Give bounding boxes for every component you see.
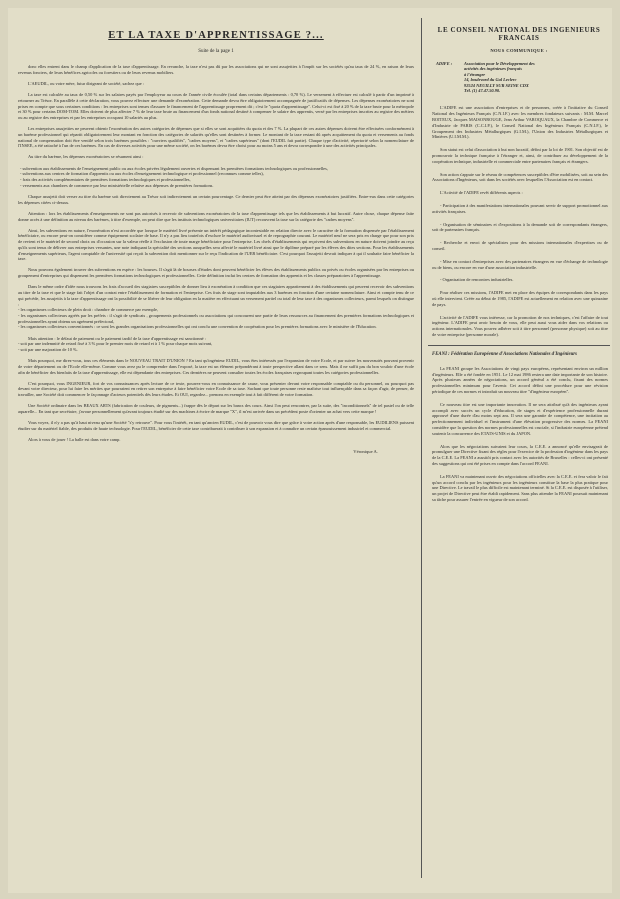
sidebar-paragraph: Pour réaliser ces missions, l'ADIFE met en place des équipes de correspondants dans les pays où elle intervient. Créée au début de 1985, l'ADIFE est actuellement en relation avec une quinzaine de pays. [432, 290, 608, 307]
article-paragraph: Mais attention : le défaut de paiement ou le paiement tardif de la taxe d'apprentissage est sanctionné : - soit par une indemnité de retard fixé à 3 % pour le premier mois de retard et à 1 % pour chaque mois suivant, - soit par une majoration de 10 %. [18, 335, 213, 352]
adife-line: activités des ingénieurs français [464, 66, 522, 72]
sidebar-paragraph: - Mise en contact d'entreprises avec des partenaires étrangers en vue d'échange de technologie ou de biens, ou encore en vue d'une association industrielle. [432, 258, 608, 270]
sidebar-paragraph: Son statut est celui d'association à but non lucratif, défini par la loi de 1901. Son objectif est de promouvoir la technique française à l'étranger et, ainsi, de contribuer au développement de la coopération technique, industrielle et commerciale entre partenaires français et étrangers. [432, 147, 608, 164]
article-paragraph: Vous voyez, il n'y a pas qu'à haut niveau qu'une Société "s'y retrouve". Pour vous l'intérêt, en tant qu'ancien EUDIL, c'est de pouvoir vous dire que grâce à votre action après d'une responsable, les EUDILIENS puissent étudier sur du matériel fiable, des produits de haute technologie. Pour l'EUDIL, bénéficier de cette taxe contribuerait à contribuer à son expansion et à connaître un certain épanouissement industriel et commercial. [18, 420, 414, 431]
article-paragraph: L'AEUDIL, ou votre mère, futur dirigeant de société, sachez que : [28, 80, 145, 86]
article-paragraph: La taxe est calculée au taux de 0,50 % sur les salaires payés par l'employeur au cours de l'année civile écoulée (total dans certains départements : 0,70 %). Le versement à effectuer est calculé à partir d'un imprimé à retourner au Trésor. En parallèle à cette déclaration, vous pouvez effectuer une demande d'exonération. Cette demande devra être obligatoirement accompagnée de justificatifs de dépenses. Les dépenses exonératoires ne sont prises en compte que sous certaines conditions : les entreprises sont tenues d'assurer le financement de l'apprentissage proprement dit ; c'est le "quota d'apprentissage". Celui-ci est fixé à 20 % de la taxe brute pour la métropole et 30 % pour certains DOM-TOM. Elles doivent de plus affecter 7 % de leur taxe brute au financement d'un fonds national destiné à compenser le salaire des apprentis, versé par les entreprises inscrites au registre des métiers ou au registre des entreprises et par les entreprises occupant 10 salariés au plus. [18, 92, 414, 120]
feani-section [428, 345, 610, 503]
sidebar-column [428, 16, 610, 888]
article-paragraph: Chaque assujetti doit verser au titre du barème soit directement au Trésor soit indirectement un certain pourcentage. Ce dernier peut être atteint par des dépenses exonératoires justifiées. Entre-eux dans cette catégories les dépenses citées ci-dessus. [18, 193, 414, 205]
adife-line: Association pour le Développement des [464, 61, 535, 66]
column-divider [421, 18, 422, 878]
article-paragraph: Les entreprises assujetties ne peuvent obtenir l'exonération des autres catégories de dépenses que si elles se sont acquittées du quota et des 7 %. La plupart de ces autres dépenses doivent être effectuées conformément à un barème professionnel qui répartit obligatoirement leur montant en fonction des catégories de salariés qu'elles sont destinées à former. Le montant de la taxe restant dû après acquittement du quota et versements au fonds national de compensation doit être ventilé selon trois barèmes possibles : "ouvriers qualifiés", "cadres moyens", et "cadres supérieurs" (dont l'EUDIL fait partie). Chaque type d'activité, répertorié selon la nomenclature de l'INSEE, a été rattaché à l'un de ces barèmes. En cas de diverses activités pour une même société, on les barèmes devra être choisi pour au moins 5 ans et devra correspondre à une des activités principales. [18, 126, 414, 149]
article-title: ET LA TAXE D'APPRENTISSAGE ?... [108, 30, 324, 41]
adife-line: 14, boulevard du Gal Leclerc [464, 77, 517, 83]
article-paragraph: C'est pourquoi, vous INGENIEUR, fort de vos connaissances après lecture de ce texte, pourrez-vous en connaissance de cause, vous présenter devant votre responsable comptable ou du personnel, ou pourquoi pas devant votre directeur, pour lui faire les mérites que pourraient en retirer son entreprise à faire bénéficier votre Ecole de sa taxe. Sachant que toute personne reste maîtrise tout influençable dans sa façon d'agir, de penser, de travailler, une Société doit commencer le façonnage d'acteurs potentiels dès leurs études. Et OUI, regardez... prenons en exemple tout à fait différent de votre formation. [18, 380, 414, 398]
adife-line: Tél. (1) 47.47.50.90. [464, 88, 501, 94]
adife-label: ADIFE : [436, 61, 453, 66]
article-paragraph: Ainsi, les subventions en nature, l'exonération n'est accordée que lorsque le matériel livré présente un intérêt pédagogique incontestable en relation directe avec le caractère de la formation dispensée par l'établissement bénéficiaire, ou encore peut-on considérer comme équipement scolaire de base. Il n'y a pas lieu toutefois d'exclure le matériel audiovisuel et de reprographie courant. Le matériel neuf ne sera pris en charge que pour son prix de revient et le matériel de second choix ou d'occasion sur la valeur réelle à l'exclusion de toute marge bénéficiaire pour l'entreprise. Les chefs d'établissements qui reçoivent des subventions en nature doivent joindre au reçu qu'ils sont tenus de délivrer aux entreprises versantes, une note indiquant la spécialité des sections auxquelles sera affecté le matériel livré ainsi que le diplôme préparé par les élèves des dites sections. Pour les établissements d'enseignements supérieurs, l'agent comptable de l'université qui reçoit la subvention doit mentionner sur le reçu l'indication de l'UER bénéficiaire. C'est pourquoi l'assujetti devrait indiquer à qui il souhaite faire bénéficier la taxe. [18, 227, 414, 262]
sidebar-paragraph: L'Activité de l'ADIFE revêt différents aspects : [440, 190, 523, 196]
sidebar-paragraph: - Organisation de séminaires et d'expositions à la demande soit de correspondants étrangers, soit de partenaires français. [432, 221, 608, 233]
article-continuation-note: Suite de la page 1 [198, 49, 234, 54]
article-column [14, 16, 418, 888]
sidebar-paragraph: - Recherche et envoi de spécialistes pour des missions internationales d'expertises ou de conseil. [432, 240, 608, 251]
article-paragraph: Au titre du barème, les dépenses exonératoires se résument ainsi : [28, 154, 144, 160]
article-paragraph: Attention : lors les établissements d'enseignements ne sont pas autorisés à recevoir de subventions exonératoires de la taxe d'apprentissage tels que les établissements à but lucratif. Autre chose, chaque dépense faite donne accès à une définition au niveau des barèmes, à titre d'exemple, on peut dire que les instituts technologiques universitaires (IUT) recouvrent la taxe sur la catégorie des "cadres moyens". [18, 210, 414, 222]
sidebar-title: LE CONSEIL NATIONAL DES INGENIEURS FRANCAIS [437, 26, 601, 42]
article-paragraph: Dans le même ordre d'idée nous trouvons les frais d'accueil des stagiaires susceptibles de donner lieu à exonération à condition que ces stagiaires appartiennent à des établissements qui peuvent recevoir des subventions au titre de la taxe et que le stage fait l'objet d'un contrat entre l'établissement de formation et l'entreprise. Ces frais de stage sont imputables aux 3 barèmes en fonction d'une certaine nomenclature. Ainsi et compte tenu de ce qui précède, les assujettis à la taxe d'apprentissage ont la possibilité de se libérer de leur obligation en la matière en effectuant un versement partiel ou total de leur taxe à des organismes collecteurs, parmi lesquels on distingue : - les organismes collecteurs de plein droit : chambre de commerce par exemple, - les organismes collecteurs agréés par les préfets : il s'agit de syndicats , groupements professionnels ou associations qui concourent une partie de leurs ressources au financement des premières formations technologiques et professionnelles ayant obtenu un agrément préfectoral, - les organismes collecteurs conventionnés : ce sont les grandes organisations professionnelles qui ont conclu une convention de coopération pour les premières formations avec le ministère de l'Education. [18, 284, 414, 330]
feani-paragraph: Ce nouveau titre est une importante innovation. Il ne sera attribué qu'à des ingénieurs ayant accompli avec succès un cycle d'éducation, de stages et d'expérience professionnelle durant approuvé d'une durée d'au moins sept ans. Il sera une garantie de compétence, une incitation au perfectionnement individuel et l'instrument d'une élévation progressive des normes. La FEANI considère que la question des normes professionnelles est cruciale, si l'industrie européenne prétend soutenir la concurrence des ETATS-UNIS et du JAPON. [432, 401, 608, 436]
feani-paragraph: La FEANI groupe les Associations de vingt pays européens, représentant environ un million d'ingénieurs. Elle a été fondée en 1951. Le 12 mai 1986 restera une date importante de son histoire. Après plusieurs années de négociations, un accord général a été conclu, fixant des normes professionnelles minimum pour l'avenir. Cet accord défini une procédure pour une révision périodique de ces normes et introduit un nouveau titre "d'ingénieur européen". [432, 365, 608, 394]
article-paragraph: Mais pourquoi, me direz-vous, tous ces éléments dans le NOUVEAU TRAIT D'UNION ? En tant qu'ingénieur EUDIL, vous êtes intéressés par l'expansion de votre Ecole, et par suivre les nouveautés pouvant provenir de votre département ou de l'Ecole elle-même. Comme vous avez pu le comprendre dans l'exposé, la taxe est un élément prépondérant à toute perspective allant dans ce sens. Mais il ne suffit pas du bon vouloir d'une école afin de bénéficier des bienfaits de la taxe d'apprentissage, elle est dépendante des entreprises. Ces dernières ne peuvent consulter toutes les écoles françaises regroupant toutes les catégories professionnelles. [18, 358, 414, 375]
sidebar-subtitle: NOUS COMMUNIQUE : [490, 48, 548, 53]
sidebar-paragraph: L'ADIFE est une association d'entreprises et de personnes, créée à l'initiative du Conseil National des Ingénieurs Français (C.N.I.F.) avec les membres fondateurs suivants : M.M. Marcel BOITEUX, Jacques MAISONROUGE, Jean Arthur VAROQUAUX, la Chambre de Commerce et d'Industrie de PARIS (C.C.I.P.), le Conseil National des Ingénieurs Français (C.N.I.F.), le Groupement des Industries Métallurgiques (G.I.M.), l'Union des Industries Métallurgiques et Minières (U.I.M.M.). [432, 105, 608, 140]
newsletter-page [8, 8, 612, 893]
feani-paragraph: Alors que les négociations suivaient leur cours, la C.E.E. a annoncé qu'elle envisageait de promulguer une Directive fixant des règles pour l'exercice de la profession d'ingénieur dans les pays de la C.E.E. La FEANI a aussitôt pris contact avec les autorités de Bruxelles : celles-ci ont présenté des suggestions qui ont été prises en compte dans l'accord FEANI. [432, 443, 608, 466]
sidebar-paragraph: - Organisation de rencontres industrielles. [440, 277, 514, 283]
article-list: - subvention aux établissements de l'enseignement public ou aux écoles privées légalement ouvertes et dispensant les premières formations technologiques ou professionnelles, - subventions aux centres de formation d'apprentis ou aux écoles d'enseignement technologique et professionnel (reconnues comme telles), - frais des activités complémentaires de premières formations technologiques et professionnelles, - versements aux chambres de commerce par leur ministérielle relative aux dépenses de premières formations. [20, 165, 328, 188]
article-signature: Véronique A. [353, 448, 378, 454]
article-paragraph: Nous pouvons également trouver des subventions en espèce : les bourses. Il s'agit là de bourses d'études dont peuvent bénéficier les élèves des établissements publics ou privés ou écoles organisées par les entreprises ou groupement d'entreprises qui dispensent les premières formations technologiques et professionnelles. Cette définition inclut les centres de formation des apprentis et les classes préparatoires à l'apprentissage. [18, 267, 414, 279]
adife-address-block [436, 61, 610, 93]
article-paragraph: Alors à vous de jouer ! La balle est dans votre camp. [28, 437, 121, 443]
adife-line: à l'étranger [464, 71, 486, 77]
adife-address-lines [464, 61, 535, 93]
article-paragraph: Une Société ordinaire dans les BEAUX ARTS (fabrication de couleurs, de pigments...) frappe dès le départ sur les bancs des cours. Ainsi l'on peut rencontrer, par la suite, des "inconditionnels" de tel pastel ou de telle aquarelle... En tant que secrétaire, j'avoue personnellement qu'avant toujours étudié sur des machines à écrire de marque "X", il m'est arrivée dans un précédent poste d'orienter un achat vers cette marque ! [18, 403, 414, 415]
feani-paragraph: La FEANI va maintenant ouvrir des négociations officielles avec la C.E.E. et fera valoir le fait qu'un accord conclu par les ingénieurs pour les ingénieurs constitue la base la plus pratique pour une Directive. Le travail le plus difficile est maintenant terminé. Si la C.E.E. est disposée à l'utiliser, un projet de Directive peut être établi rapidement. Sans plus attendre la FEANI poursuit maintenant sa tâche pour assurer l'entrée en vigueur de son accord. [432, 473, 608, 502]
article-paragraph: donc elles entrent dans le champ d'application de la taxe d'apprentissage. En revanche, la taxe n'est pas dû par les associations qui ne sont assujetties à l'impôt sur les sociétés qu'au taux de 24 %, en raison de leurs revenus fonciers, de leurs bénéfices agricoles ou forestiers ou de leurs revenus mobiliers. [18, 64, 414, 75]
feani-heading: FEANI : Fédération Européenne d'Associations Nationales d'Ingénieurs [432, 351, 577, 357]
sidebar-paragraph: - Participation à des manifestations internationales pouvant servir de support promotionnel aux activités françaises. [432, 203, 608, 214]
sidebar-paragraph: Son action s'appuie sur le réseau de compétences susceptibles d'être mobilisées, soit au sein des Associations d'Ingénieurs, soit dans les sociétés avec lesquelles l'Association est en contact. [432, 171, 608, 183]
adife-line: 92524 NEUILLY SUR SEINE CDX [464, 82, 529, 88]
sidebar-paragraph: L'activité de l'ADIFE vous intéresse, car la promotion de nos techniques, c'est l'affaire de tout ingénieur. L'ADIFE peut avoir besoin de vous, elle peut aussi vous aider dans vos relations ou actions internationales. Vous pouvez adhérer soit à titre personnel (personne physique) soit au titre de votre entreprise (personne morale). [432, 314, 608, 337]
